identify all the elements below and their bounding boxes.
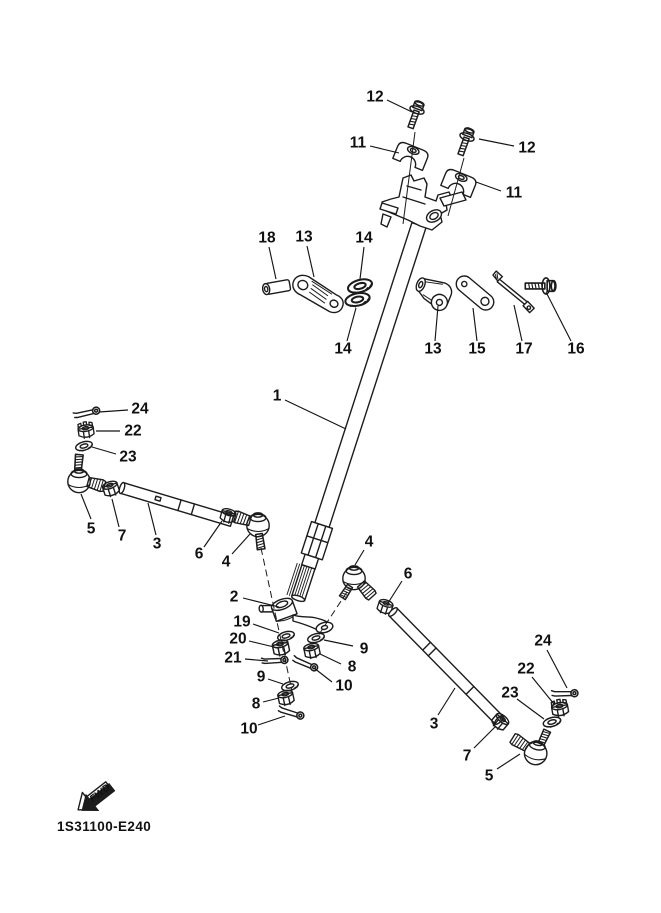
callout-label-13: 13 <box>295 228 313 246</box>
callout-leader-3 <box>438 688 455 715</box>
callout-leader-4 <box>355 550 364 565</box>
callout-leader-24 <box>547 650 567 688</box>
callout-label-19: 19 <box>233 613 251 631</box>
callout-leader-14 <box>360 247 364 279</box>
callout-leader-13 <box>435 306 438 341</box>
callout-leader-16 <box>546 292 571 341</box>
diagram-code: 1S31100-E240 <box>57 819 152 834</box>
nut-20 <box>272 639 291 657</box>
callout-label-2: 2 <box>229 588 239 606</box>
callout-layer <box>81 89 585 785</box>
callout-leader-5 <box>81 494 91 519</box>
callout-label-24: 24 <box>131 400 149 418</box>
nut-7-left <box>102 480 121 498</box>
castle-nut-22-left <box>77 421 94 439</box>
callout-leader-7 <box>474 726 496 748</box>
callout-label-11: 11 <box>349 134 367 152</box>
callout-label-20: 20 <box>229 630 247 648</box>
tie-rod-end-5-right <box>509 729 550 767</box>
callout-label-14: 14 <box>334 340 352 358</box>
callout-leader-15 <box>473 308 477 341</box>
callout-leader-12 <box>387 100 412 112</box>
callout-label-16: 16 <box>567 340 585 358</box>
callout-label-4: 4 <box>221 553 231 571</box>
callout-leader-9 <box>324 640 353 646</box>
nut-8-left <box>277 689 295 706</box>
callout-leader-19 <box>253 624 279 633</box>
callout-leader-23 <box>92 447 116 454</box>
fwd-label: FWD <box>87 782 113 805</box>
bolt-12-left <box>404 99 427 130</box>
callout-leader-8 <box>320 654 341 664</box>
callout-leader-24 <box>99 410 128 412</box>
callout-label-21: 21 <box>224 649 242 667</box>
callout-label-9: 9 <box>256 668 266 686</box>
callout-label-3: 3 <box>429 715 439 733</box>
tie-rod-end-5-left <box>68 454 106 492</box>
cotter-pin-24-right <box>552 688 579 699</box>
collar-18 <box>262 279 291 295</box>
spring-washer-14-lower <box>344 291 371 309</box>
callout-label-10: 10 <box>240 720 258 738</box>
callout-leader-6 <box>204 521 222 547</box>
washer-23-left <box>75 440 94 453</box>
callout-leader-22 <box>532 677 554 704</box>
callout-label-3: 3 <box>152 535 162 553</box>
callout-label-12: 12 <box>518 139 536 157</box>
tie-rod-end-4-left <box>232 510 269 549</box>
callout-label-22: 22 <box>124 422 142 440</box>
callout-label-13: 13 <box>424 340 442 358</box>
callout-label-7: 7 <box>117 527 127 545</box>
bolt-16 <box>525 278 556 294</box>
callout-label-6: 6 <box>194 545 204 563</box>
callout-leader-10 <box>314 668 332 682</box>
callout-leader-13 <box>307 246 314 277</box>
callout-leader-1 <box>285 400 346 429</box>
callout-leader-14 <box>347 308 356 341</box>
clamp-11-left <box>393 141 430 171</box>
callout-label-24: 24 <box>534 632 552 650</box>
callout-label-23: 23 <box>501 684 519 702</box>
clamp-13-left <box>288 272 348 316</box>
stay-17 <box>485 271 541 314</box>
nut-8-right <box>303 642 321 659</box>
washer-23-right <box>542 715 562 729</box>
callout-label-15: 15 <box>468 340 486 358</box>
callout-label-8: 8 <box>251 695 261 713</box>
callout-label-4: 4 <box>364 533 374 551</box>
plate-15 <box>453 273 497 314</box>
callout-leader-8 <box>263 698 279 702</box>
clamp-13-right <box>410 273 454 312</box>
tie-rod-3-left <box>118 482 233 526</box>
cotter-pin-24-left <box>73 405 100 421</box>
callout-leader-17 <box>514 305 522 341</box>
callout-leader-5 <box>497 754 520 769</box>
callout-leader-20 <box>249 641 274 647</box>
callout-leader-10 <box>258 716 285 725</box>
callout-label-23: 23 <box>119 448 137 466</box>
callout-label-14: 14 <box>355 229 373 247</box>
callout-label-18: 18 <box>258 229 276 247</box>
callout-label-10: 10 <box>335 677 353 695</box>
bolt-12-right <box>454 126 477 157</box>
callout-leader-9 <box>268 679 283 684</box>
callout-label-1: 1 <box>272 387 282 405</box>
callout-leader-23 <box>517 699 544 719</box>
callout-leader-7 <box>112 499 119 527</box>
callout-leader-11 <box>476 182 501 191</box>
tie-rod-3-right <box>387 606 504 725</box>
callout-label-7: 7 <box>462 747 472 765</box>
callout-label-5: 5 <box>484 767 494 785</box>
callout-label-17: 17 <box>515 340 533 358</box>
fwd-arrow <box>71 776 119 821</box>
callout-leader-6 <box>388 581 402 603</box>
callout-leader-4 <box>232 534 250 554</box>
callout-label-6: 6 <box>403 565 413 583</box>
callout-leader-12 <box>479 139 514 146</box>
castle-nut-22-right <box>550 698 569 718</box>
washer-9-right <box>307 632 326 645</box>
callout-label-22: 22 <box>517 660 535 678</box>
callout-label-11: 11 <box>505 184 523 202</box>
callout-label-9: 9 <box>359 640 369 658</box>
callout-leader-18 <box>269 247 276 279</box>
callout-label-12: 12 <box>366 88 384 106</box>
callout-label-5: 5 <box>86 520 96 538</box>
callout-label-8: 8 <box>347 658 357 676</box>
callout-leader-11 <box>370 146 399 153</box>
callout-leader-3 <box>148 503 156 535</box>
